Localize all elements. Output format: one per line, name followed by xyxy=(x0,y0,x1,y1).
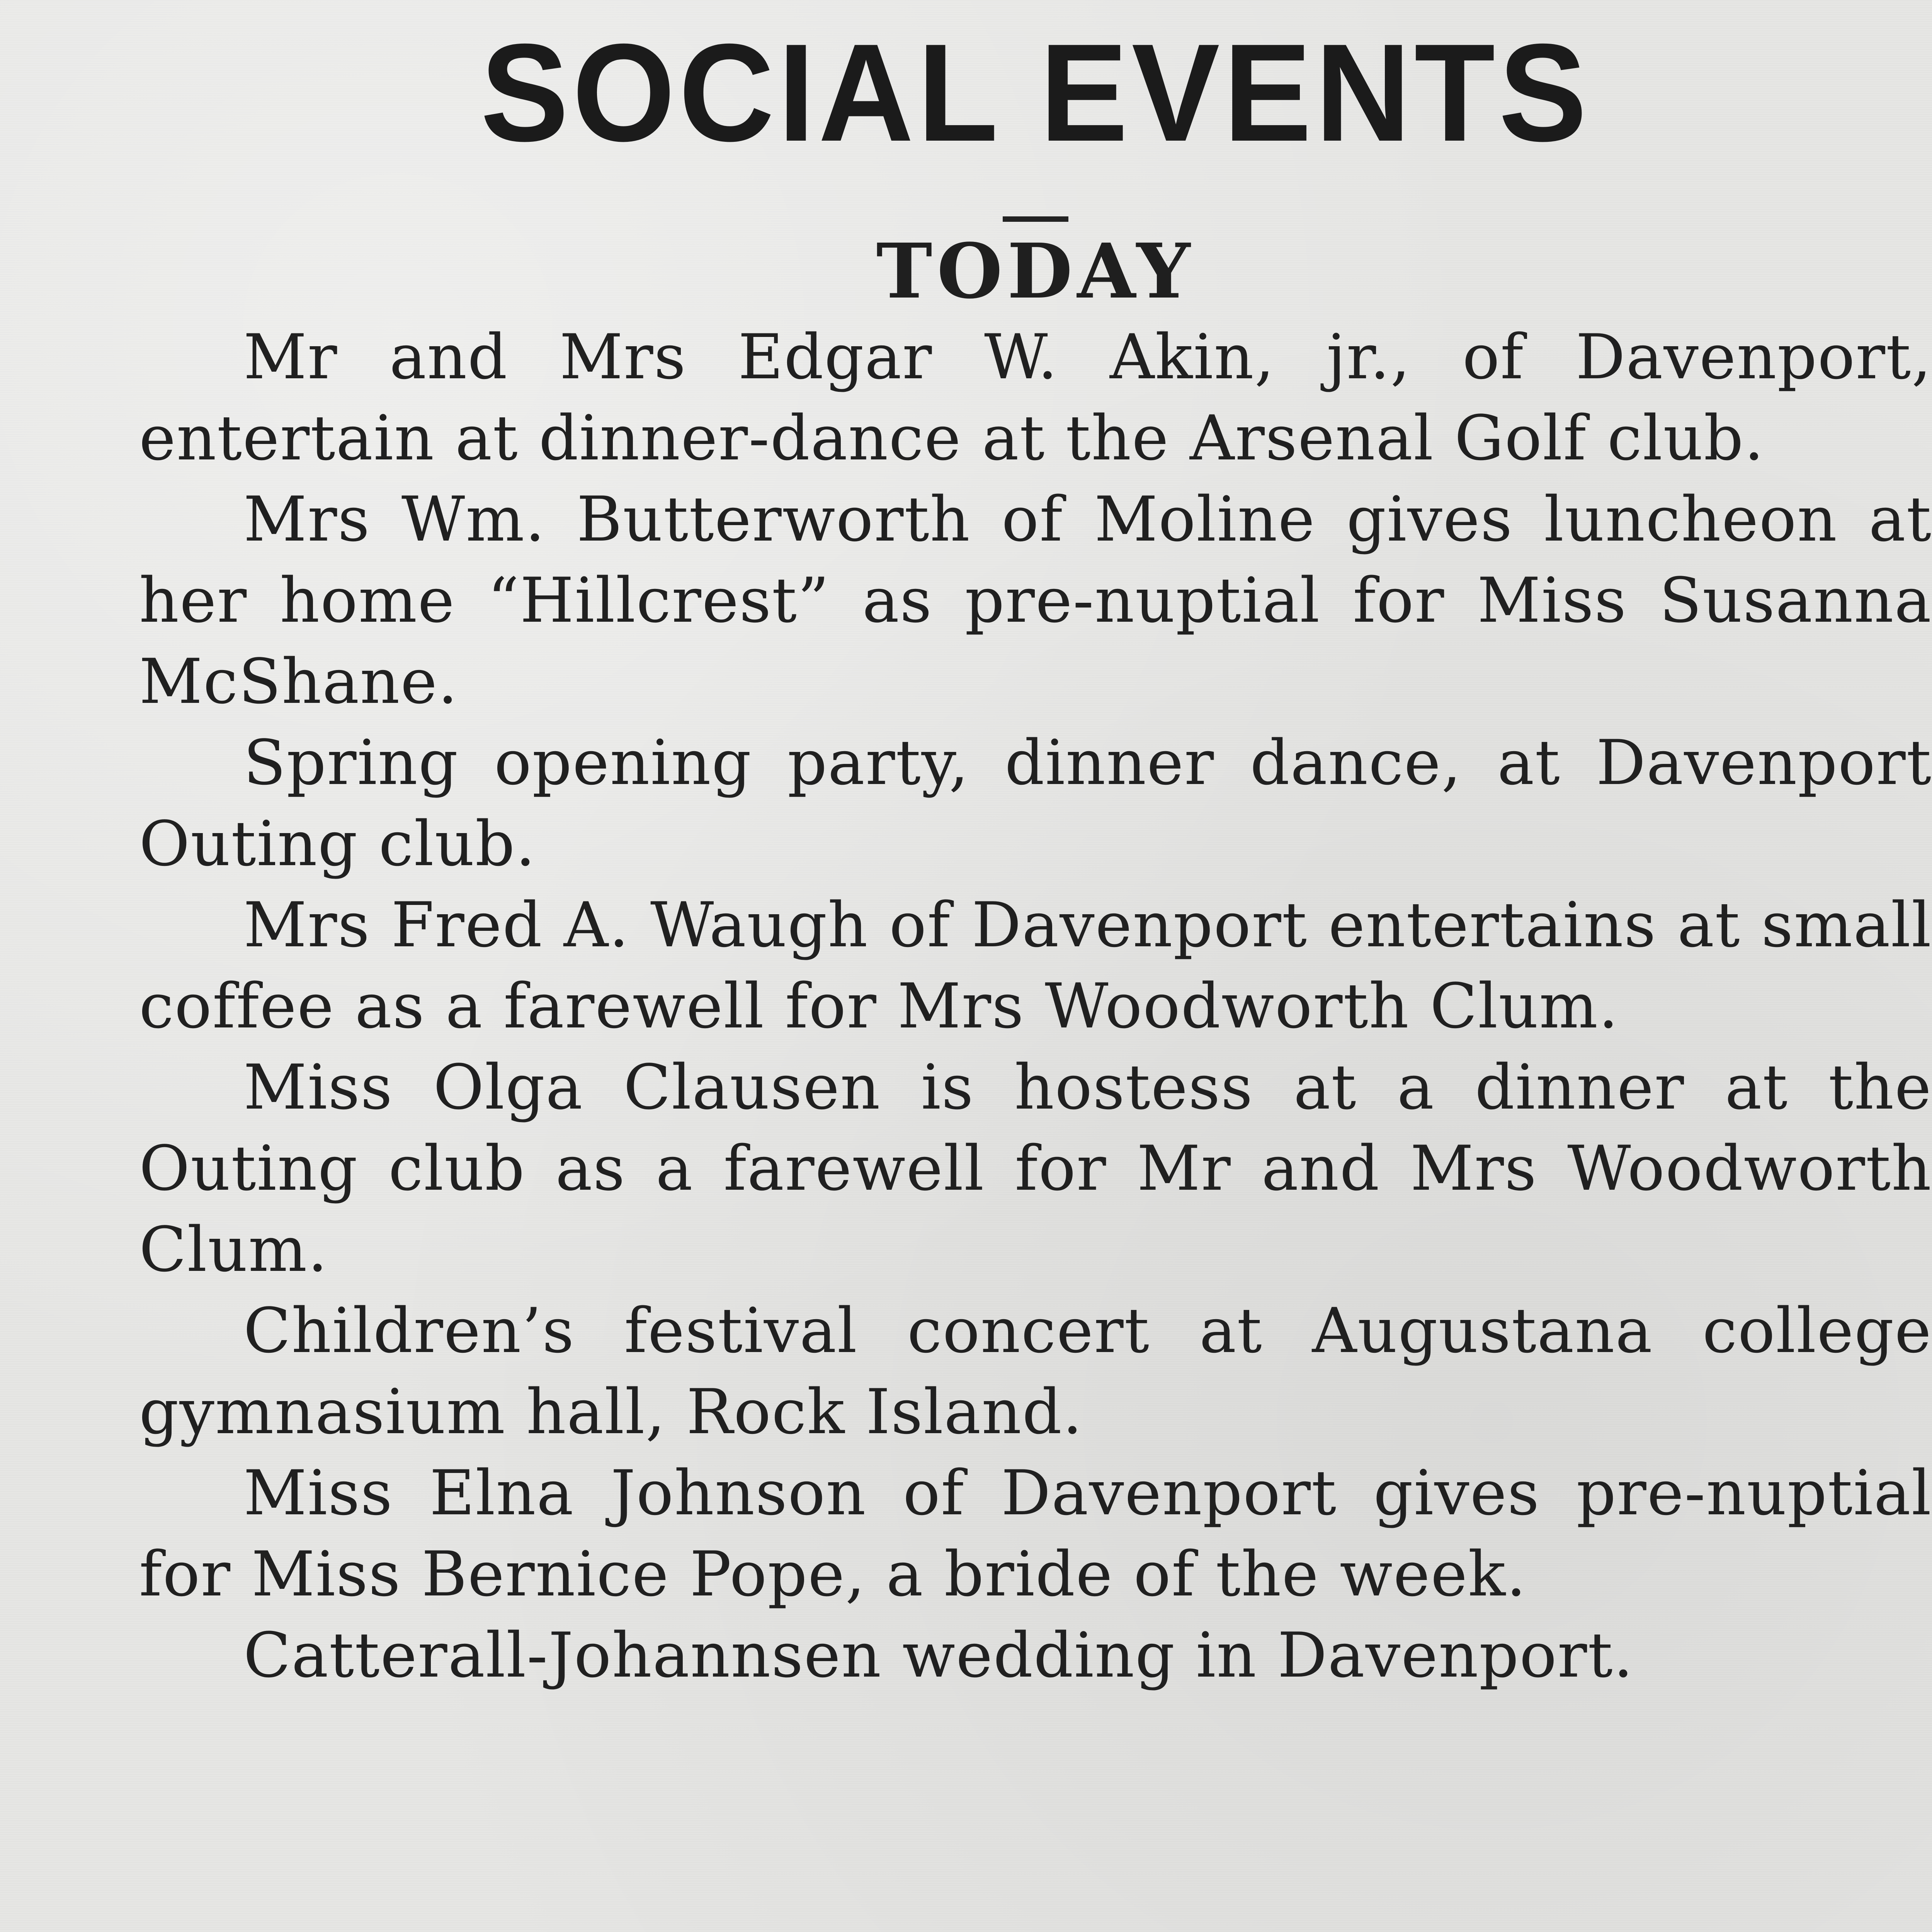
event-item: Mrs Wm. Butterworth of Moline gives luncheon at her home “Hillcrest” as pre-nuptial for Miss Susanna McShane. xyxy=(139,483,1932,718)
section-label: TODAY xyxy=(876,227,1195,315)
event-item: Miss Olga Clausen is hostess at a dinner at the Outing club as a farewell for Mr and Mrs Woodworth Clum. xyxy=(139,1051,1932,1286)
event-item: Children’s festival concert at Augustana college gymnasium hall, Rock Island. xyxy=(139,1294,1932,1448)
separator-dash xyxy=(1003,216,1068,222)
event-item: Catterall-Johannsen wedding in Davenport. xyxy=(243,1619,1634,1691)
events-list xyxy=(139,316,1932,1696)
event-item: Mrs Fred A. Waugh of Davenport entertains at small coffee as a farewell for Mrs Woodworth Clum. xyxy=(139,889,1932,1042)
event-item: Miss Elna Johnson of Davenport gives pre-nuptial for Miss Bernice Pope, a bride of the week. xyxy=(139,1457,1932,1610)
event-item: Mr and Mrs Edgar W. Akin, jr., of Davenport, entertain at dinner-dance at the Arsenal Golf club. xyxy=(139,321,1932,474)
headline: SOCIAL EVENTS xyxy=(480,15,1591,170)
event-item: Spring opening party, dinner dance, at Davenport Outing club. xyxy=(139,726,1932,880)
article xyxy=(139,15,1932,1932)
